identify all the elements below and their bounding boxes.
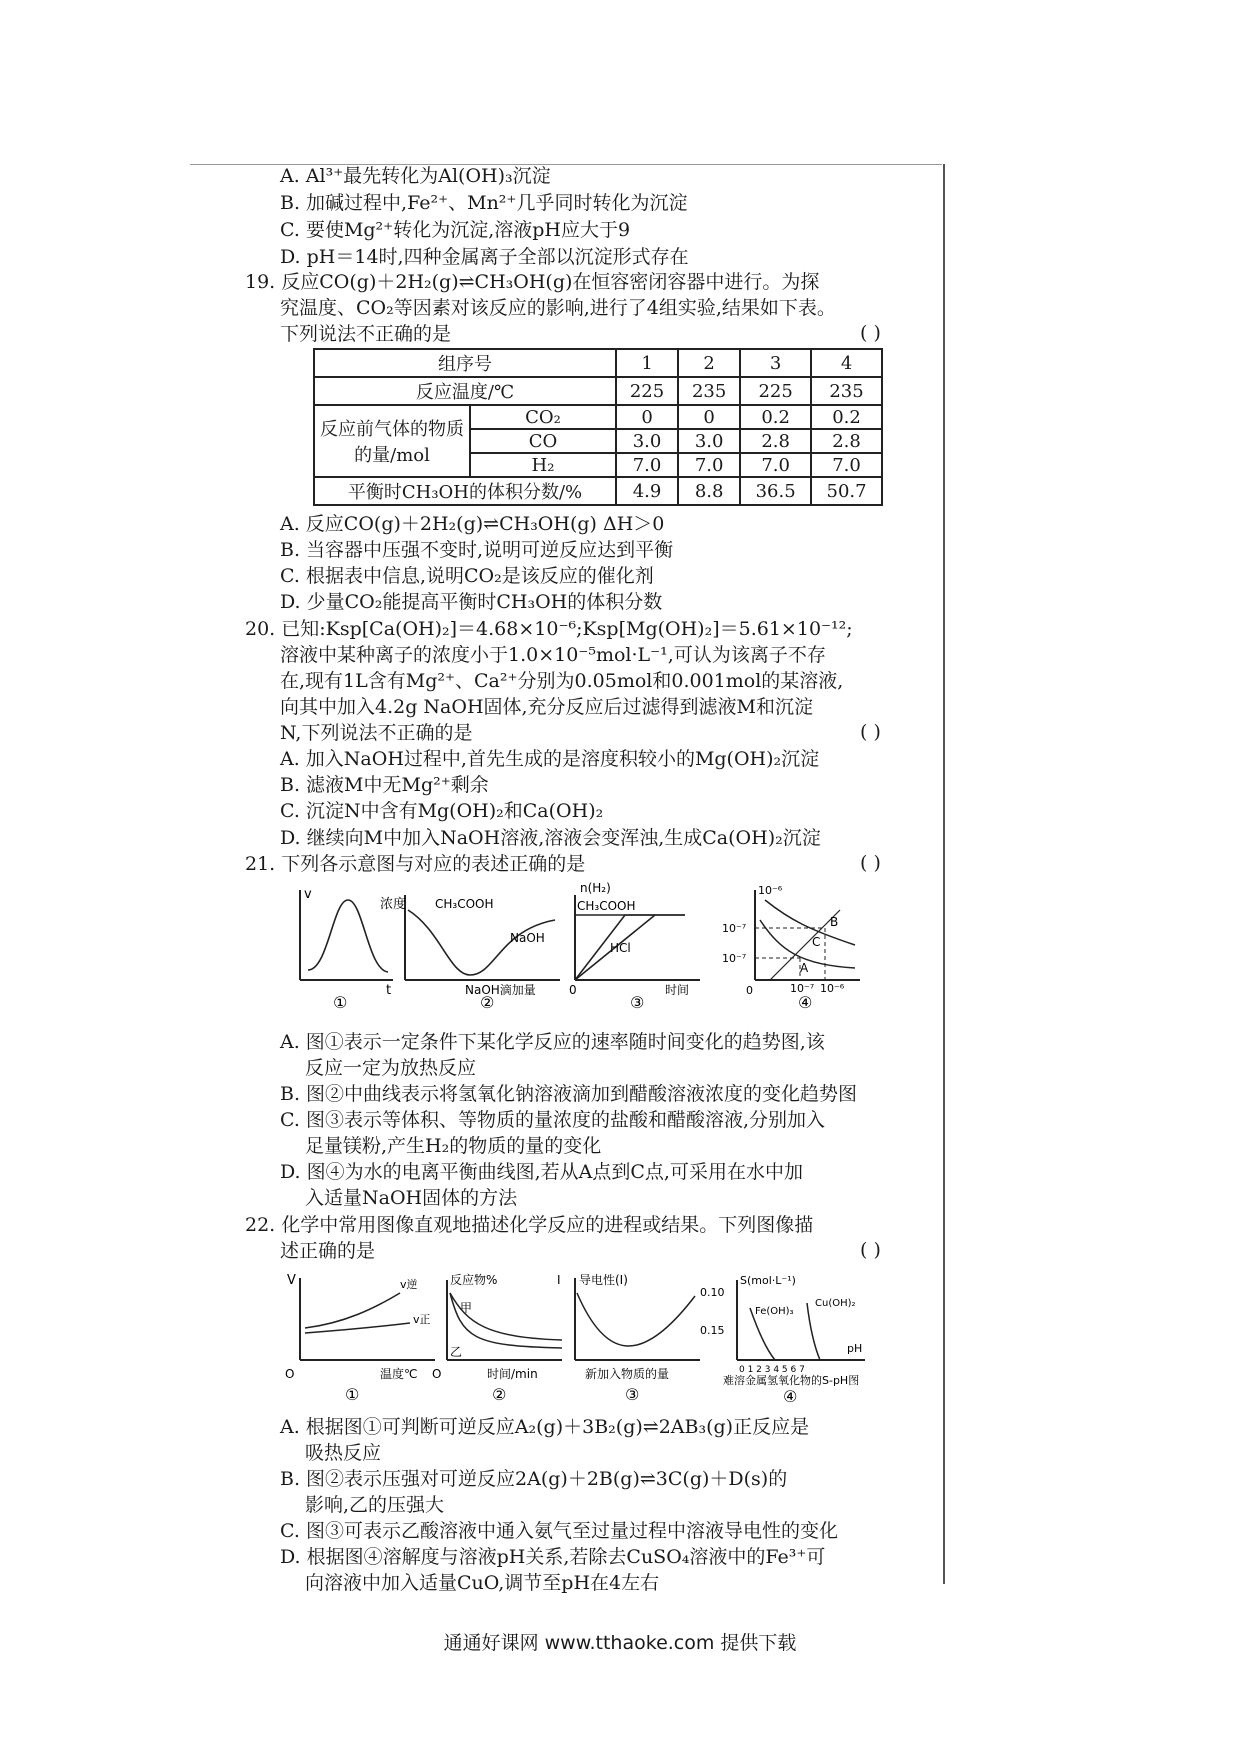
h2-3: 7.0 [740,453,811,477]
gas-h2: H₂ [470,453,616,477]
q21-option-a1: A. 图①表示一定条件下某化学反应的速率随时间变化的趋势图,该 [280,1031,825,1053]
rate-curve [308,900,388,972]
fig2-y-label: 反应物% [450,1273,498,1287]
fig1-number: ① [333,993,348,1010]
group-3: 3 [740,349,811,377]
q21-figure-2 [380,880,580,1010]
fig4-point-a: A [800,961,809,975]
right-margin-line [943,164,945,1584]
curve-upper [765,900,855,945]
fig3-x-label: 时间 [665,983,690,997]
fig4-tick-010: 0.10 [700,1286,725,1299]
group-2: 2 [678,349,740,377]
temp-1: 225 [616,377,678,405]
fig4-cu-label: Cu(OH)₂ [815,1298,856,1309]
q21-option-c2: 足量镁粉,产生H₂的物质的量的变化 [305,1135,602,1157]
cu-oh-curve [807,1303,820,1360]
q19-stem-line3: 下列说法不正确的是 [280,323,452,345]
co-1: 3.0 [616,429,678,453]
fig3-y-label: n(H₂) [580,881,611,895]
temp-2: 235 [678,377,740,405]
q21-answer-paren: ( ) [860,852,881,874]
fig4-x-ticks: 0 1 2 3 4 5 6 7 [739,1365,805,1375]
fig2-number: ② [492,1385,507,1404]
fig4-x-label: pH [847,1342,863,1355]
footer-download-note: 通通好课网 www.tthaoke.com 提供下载 [443,1632,797,1654]
fig2-x-label: NaOH滴加量 [465,983,536,997]
fig4-point-b: B [830,915,839,929]
q18-option-d: D. pH＝14时,四种金属离子全部以沉淀形式存在 [280,246,689,268]
frac-2: 8.8 [678,477,740,505]
q18-option-c: C. 要使Mg²⁺转化为沉淀,溶液pH应大于9 [280,219,631,241]
q19-answer-paren: ( ) [860,322,881,344]
fig4-number: ④ [798,993,813,1010]
q20-option-a: A. 加入NaOH过程中,首先生成的是溶度积较小的Mg(OH)₂沉淀 [280,748,820,770]
co-3: 2.8 [740,429,811,453]
q20-stem-line1: 20. 已知:Ksp[Ca(OH)₂]＝4.68×10⁻⁶;Ksp[Mg(OH)₂]＝5.61×10⁻¹²; [245,618,853,640]
q21-option-d2: 入适量NaOH固体的方法 [305,1187,518,1209]
h2-4: 7.0 [811,453,882,477]
material-label: 反应前气体的物质的量/mol [314,405,470,477]
q22-option-c: C. 图③可表示乙酸溶液中通入氨气至过量过程中溶液导电性的变化 [280,1520,838,1542]
fig3-number: ③ [625,1385,640,1404]
q20-option-c: C. 沉淀N中含有Mg(OH)₂和Ca(OH)₂ [280,800,604,822]
fig4-y-low: 10⁻⁷ [722,952,747,965]
fig3-origin: 0 [569,983,577,997]
gas-co2: CO₂ [470,405,616,429]
fig4-number: ④ [783,1387,798,1406]
q19-option-c: C. 根据表中信息,说明CO₂是该反应的催化剂 [280,565,654,587]
co-2: 3.0 [678,429,740,453]
q20-stem-line2: 溶液中某种离子的浓度小于1.0×10⁻⁵mol·L⁻¹,可认为该离子不存 [280,644,826,666]
fig4-caption: 难溶金属氢氧化物的S-pH图 [723,1374,860,1387]
fig4-y-label: S(mol·L⁻¹) [740,1274,796,1287]
q19-stem-line2: 究温度、CO₂等因素对该反应的影响,进行了4组实验,结果如下表。 [280,297,836,319]
fig4-x2: 10⁻⁶ [820,982,845,995]
fig2-x-label: 时间/min [487,1367,538,1381]
q22-option-d1: D. 根据图④溶解度与溶液pH关系,若除去CuSO₄溶液中的Fe³⁺可 [280,1546,826,1568]
conductivity-curve [577,1293,695,1346]
table-head-label: 组序号 [314,349,616,377]
q19-stem-line1: 19. 反应CO(g)＋2H₂(g)⇌CH₃OH(g)在恒容密闭容器中进行。为探 [245,271,820,293]
temp-4: 235 [811,377,882,405]
fig1-number: ① [345,1385,360,1404]
fig2-y-label: 浓度 [380,897,407,912]
q22-answer-paren: ( ) [860,1239,881,1261]
q22-figure-3 [555,1268,705,1408]
q22-stem-line1: 22. 化学中常用图像直观地描述化学反应的进程或结果。下列图像描 [245,1214,814,1236]
q20-option-b: B. 滤液M中无Mg²⁺剩余 [280,774,489,796]
q21-stem: 21. 下列各示意图与对应的表述正确的是 [245,853,586,875]
q20-answer-paren: ( ) [860,721,881,743]
fig4-y-mid: 10⁻⁷ [722,922,747,935]
q22-option-b2: 影响,乙的压强大 [305,1494,445,1516]
fig4-y-top: 10⁻⁶ [758,884,783,897]
temp-3: 225 [740,377,811,405]
fig3-curve-hcl: HCl [610,941,631,955]
fig4-point-c: C [812,935,821,949]
v-forward-curve [305,1323,410,1333]
gas-co: CO [470,429,616,453]
co2-4: 0.2 [811,405,882,429]
frac-1: 4.9 [616,477,678,505]
q20-stem-line4: 向其中加入4.2g NaOH固体,充分反应后过滤得到滤液M和沉淀 [280,696,814,718]
fig2-curve-ch3cooh: CH₃COOH [435,897,494,911]
q20-option-d: D. 继续向M中加入NaOH溶液,溶液会变浑浊,生成Ca(OH)₂沉淀 [280,827,821,849]
q22-option-a1: A. 根据图①可判断可逆反应A₂(g)＋3B₂(g)⇌2AB₃(g)正反应是 [280,1416,810,1438]
fraction-label: 平衡时CH₃OH的体积分数/% [314,477,616,505]
fig1-origin: O [285,1367,295,1381]
q21-option-a2: 反应一定为放热反应 [305,1057,477,1079]
q20-stem-line5: N,下列说法不正确的是 [280,722,473,744]
q21-option-d1: D. 图④为水的电离平衡曲线图,若从A点到C点,可采用在水中加 [280,1161,803,1183]
frac-3: 36.5 [740,477,811,505]
fig1-y-label: v [304,887,312,902]
q22-option-a2: 吸热反应 [305,1442,382,1464]
q18-option-b: B. 加碱过程中,Fe²⁺、Mn²⁺几乎同时转化为沉淀 [280,192,688,214]
co2-2: 0 [678,405,740,429]
q19-option-b: B. 当容器中压强不变时,说明可逆反应达到平衡 [280,539,674,561]
fig3-curve-ch3cooh: CH₃COOH [577,899,636,913]
q22-option-d2: 向溶液中加入适量CuO,调节至pH在4左右 [305,1572,660,1594]
fig3-number: ③ [630,993,645,1010]
fig4-tick-015: 0.15 [700,1324,725,1337]
co2-3: 0.2 [740,405,811,429]
q21-option-b: B. 图②中曲线表示将氢氧化钠溶液滴加到醋酸溶液浓度的变化趋势图 [280,1083,858,1105]
fig4-origin: 0 [746,984,753,997]
fig1-v-forward: v正 [413,1313,431,1326]
q22-option-b1: B. 图②表示压强对可逆反应2A(g)＋2B(g)⇌3C(g)＋D(s)的 [280,1468,788,1490]
fig2-number: ② [480,993,495,1010]
q22-stem-line2: 述正确的是 [280,1240,376,1262]
v-reverse-curve [305,1293,400,1328]
fig1-x-label: t [386,983,392,998]
frac-4: 50.7 [811,477,882,505]
fig4-x1: 10⁻⁷ [790,982,815,995]
q21-figure-4 [720,880,870,1010]
fig1-v-reverse: v逆 [400,1278,418,1291]
q19-option-d: D. 少量CO₂能提高平衡时CH₃OH的体积分数 [280,591,663,613]
fig3-x-label: 新加入物质的量 [585,1367,670,1381]
group-1: 1 [616,349,678,377]
fig1-x-label: 温度℃ [380,1367,418,1381]
q20-stem-line3: 在,现有1L含有Mg²⁺、Ca²⁺分别为0.05mol和0.001mol的某溶液, [280,670,844,692]
q22-figure-1 [285,1268,445,1408]
fig2-curve-naoh: NaOH [510,931,545,945]
fig3-y-label: 导电性(I) [579,1273,628,1287]
group-4: 4 [811,349,882,377]
q21-option-c1: C. 图③表示等体积、等物质的量浓度的盐酸和醋酸溶液,分别加入 [280,1109,825,1131]
fig2-origin: O [432,1367,442,1381]
fig1-y-label: V [287,1273,296,1288]
temp-label: 反应温度/℃ [314,377,616,405]
fig4-fe-label: Fe(OH)₃ [755,1306,794,1317]
co2-1: 0 [616,405,678,429]
q21-figure-3 [565,880,705,1010]
fig2-curve-jia: 甲 [460,1301,473,1315]
h2-2: 7.0 [678,453,740,477]
fig3-y-var: I [557,1273,561,1287]
q22-figure-4 [695,1268,880,1408]
fig2-curve-yi: 乙 [450,1345,463,1359]
q19-experiment-table [313,348,883,506]
q19-option-a: A. 反应CO(g)＋2H₂(g)⇌CH₃OH(g) ΔH＞0 [280,513,665,535]
co-4: 2.8 [811,429,882,453]
q18-option-a: A. Al³⁺最先转化为Al(OH)₃沉淀 [280,165,551,187]
h2-1: 7.0 [616,453,678,477]
